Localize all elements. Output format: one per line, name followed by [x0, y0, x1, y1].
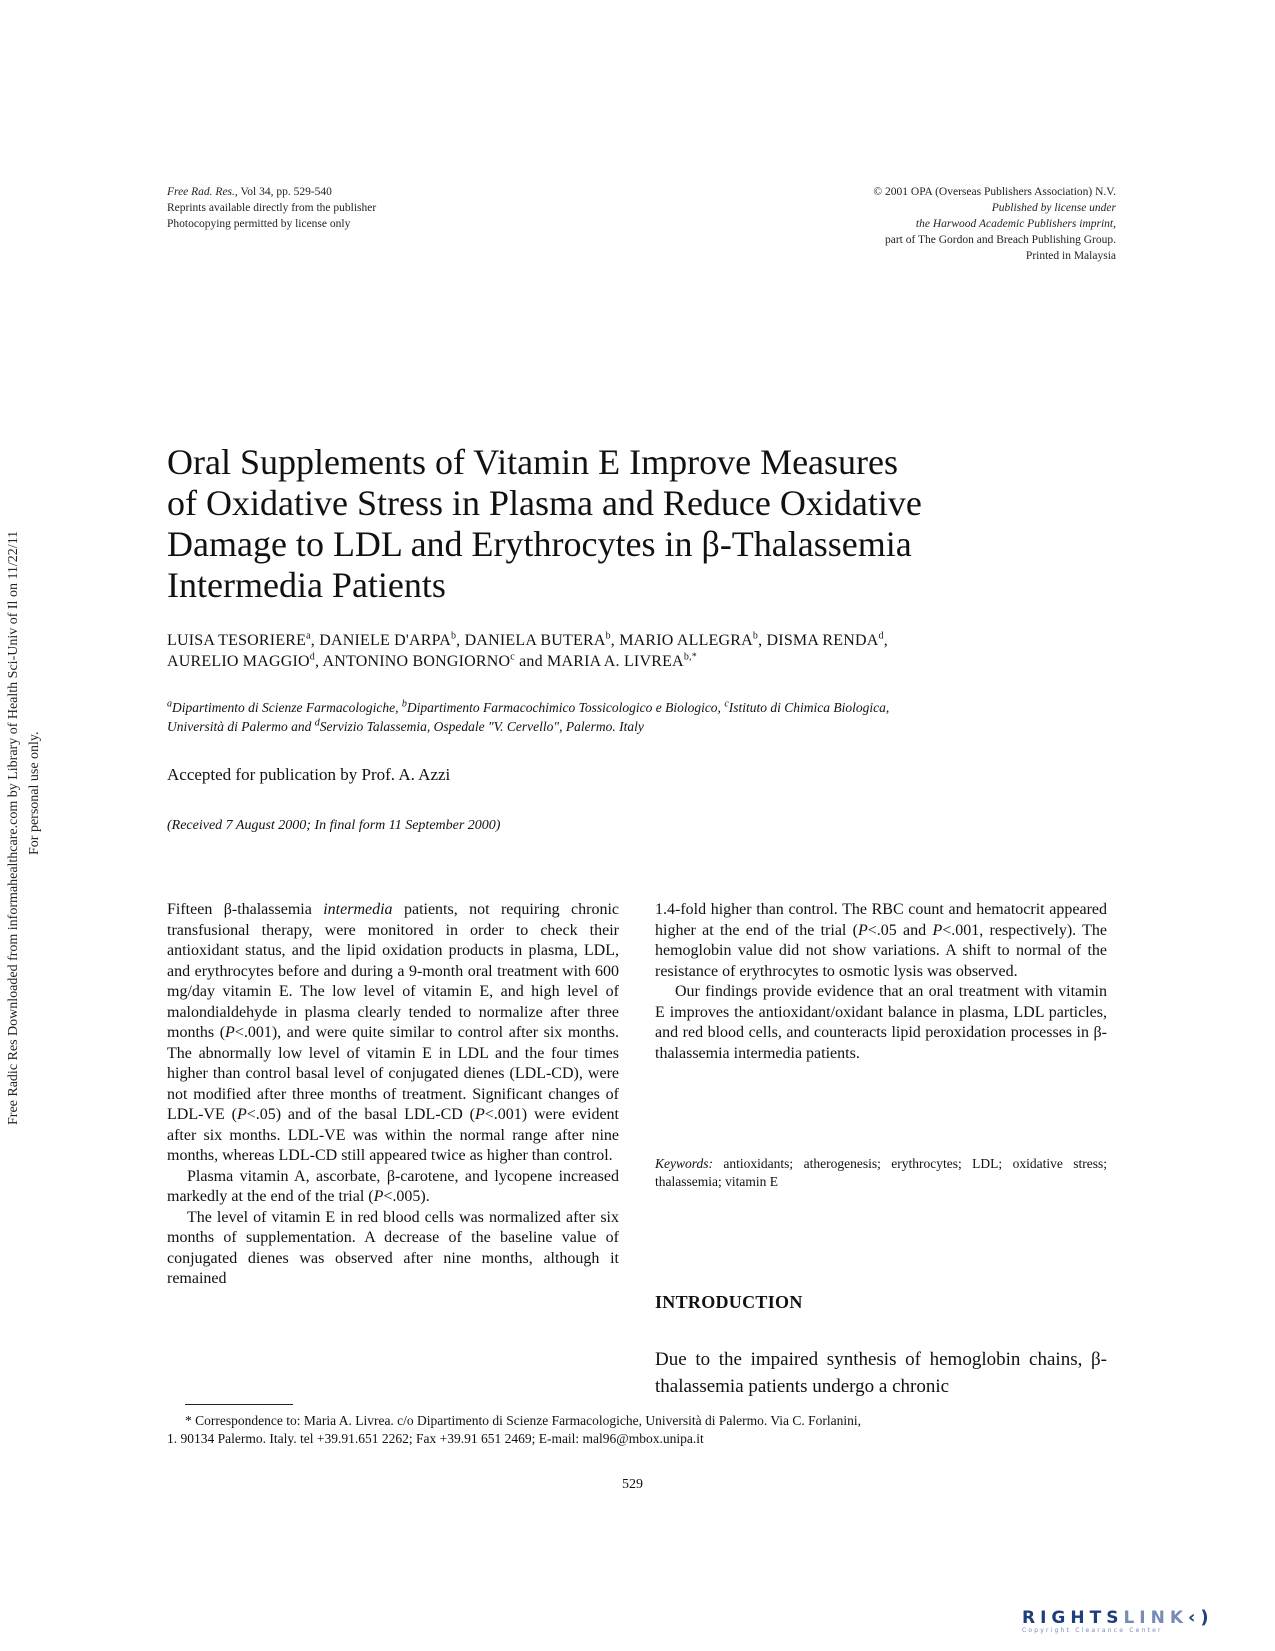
author: DANIELE D'ARPA	[319, 632, 451, 649]
publisher-info	[730, 184, 1116, 264]
author: ANTONINO BONGIORNO	[322, 653, 511, 670]
page-number: 529	[622, 1477, 643, 1492]
received-dates: (Received 7 August 2000; In final form 11 September 2000)	[167, 818, 501, 833]
title-line: of Oxidative Stress in Plasma and Reduce Oxidative	[167, 483, 922, 523]
abstract-column-left	[167, 900, 619, 1290]
introduction-text: Due to the impaired synthesis of hemoglobin chains, β-thalassemia patients undergo a chronic	[655, 1349, 1107, 1397]
abstract-column-right	[655, 900, 1107, 1064]
affiliation-line: Università di Palermo and $^d$Servizio Talassemia, Ospedale "V. Cervello", Palermo. Italy	[167, 717, 644, 734]
abstract-paragraph: Fifteen β-thalassemia intermedia patients, not requiring chronic transfusional therapy, were monitored in order to check their antioxidant status, and the lipid oxidation products in plasma, LDL, and erythrocytes before and during a 9-month oral treatment with 600 mg/day vitamin E. The low level of vitamin E, and high level of malondialdehyde in plasma clearly tended to normalize after three months (P<.001), and were quite similar to control after six months. The abnormally low level of vitamin E in LDL and the four times higher than control basal level of conjugated dienes (LDL-CD), were not modified after three months of treatment. Significant changes of LDL-VE (P<.05) and of the basal LDL-CD (P<.001) were evident after six months. LDL-VE was within the normal range after nine months, whereas LDL-CD still appeared twice as higher than control.	[167, 901, 620, 1164]
footnote-line: * Correspondence to: Maria A. Livrea. c/o Dipartimento di Scienze Farmacologiche, Università di Palermo. Via C. Forlanini,	[185, 1413, 862, 1428]
publisher-line: Printed in Malaysia	[1025, 250, 1116, 262]
affiliation-line: $^a$Dipartimento di Scienze Farmacologiche, $^b$Dipartimento Farmacochimico Tossicologico e Biologico, $^c$Istituto di Chimica Biologica,	[167, 698, 890, 715]
abstract-paragraph: The level of vitamin E in red blood cells was normalized after six months of supplementation. A decrease of the baseline value of conjugated dienes was observed after nine months, although it remained	[167, 1208, 619, 1287]
author: AURELIO MAGGIO	[167, 653, 310, 670]
keywords-label: Keywords:	[655, 1156, 713, 1171]
citation-line: Photocopying permitted by license only	[167, 218, 351, 230]
abstract-paragraph: 1.4-fold higher than control. The RBC count and hematocrit appeared higher at the end of the trial (P<.05 and P<.001, respectively). The hemoglobin value did not show variations. A shift to normal of the resistance of erythrocytes to osmotic lysis was observed.	[655, 901, 1108, 980]
title-line: Oral Supplements of Vitamin E Improve Measures	[167, 442, 899, 482]
citation-line: Free Rad. Res., Vol 34, pp. 529-540	[167, 186, 332, 198]
footnote-divider	[185, 1404, 293, 1405]
footnote-line: 1. 90134 Palermo. Italy. tel +39.91.651 2262; Fax +39.91 651 2469; E-mail: mal96@mbox.unipa.it	[167, 1431, 704, 1446]
author: LUISA TESORIERE	[167, 632, 307, 649]
watermark-line: Free Radic Res Downloaded from informahealthcare.com by Library of Health Sci-Univ of Il on 11/22/11	[6, 530, 21, 1125]
publisher-line: © 2001 OPA (Overseas Publishers Association) N.V.	[873, 186, 1116, 198]
section-heading-introduction: INTRODUCTION	[655, 1292, 803, 1312]
abstract-paragraph: Our findings provide evidence that an oral treatment with vitamin E improves the antioxidant/oxidant balance in plasma, LDL particles, and red blood cells, and counteracts lipid peroxidation processes in β-thalassemia intermedia patients.	[655, 983, 1107, 1062]
keywords-list: antioxidants; atherogenesis; erythrocytes; LDL; oxidative stress; thalassemia; vitamin E	[655, 1156, 1107, 1189]
author: MARIO ALLEGRA	[619, 632, 753, 649]
keywords	[655, 1155, 1107, 1191]
author: DANIELA BUTERA	[464, 632, 606, 649]
author: DISMA RENDA	[766, 632, 879, 649]
affiliations	[167, 698, 1097, 736]
article-title	[167, 442, 1067, 606]
accepted-note: Accepted for publication by Prof. A. Azzi	[167, 765, 451, 784]
title-line: Damage to LDL and Erythrocytes in β-Thalassemia	[167, 524, 912, 564]
publisher-line: Published by license under	[991, 202, 1116, 214]
abstract-paragraph: Plasma vitamin A, ascorbate, β-carotene, and lycopene increased markedly at the end of the trial (P<.005).	[167, 1167, 619, 1205]
publisher-line: the Harwood Academic Publishers imprint,	[915, 218, 1116, 230]
publisher-line: part of The Gordon and Breach Publishing Group.	[884, 234, 1116, 246]
title-line: Intermedia Patients	[167, 565, 446, 605]
watermark-line: For personal use only.	[27, 731, 42, 855]
rightslink-arrow-icon: ‹)	[1188, 1607, 1214, 1628]
citation-line: Reprints available directly from the publisher	[167, 202, 377, 214]
journal-citation	[167, 184, 567, 232]
rightslink-logo[interactable]: RIGHTSLINK‹) Copyright Clearance Center	[1022, 1607, 1252, 1634]
author-list: LUISA TESORIERE$^a$, DANIELE D'ARPA$^b$, DANIELA BUTERA$^b$, MARIO ALLEGRA$^b$, DISMA RENDA$^d$, AURELIO MAGGIO$^d$, ANTONINO BONGIORNO$^c$ and MARIA A. $LIVREA^{b,*}$	[167, 630, 888, 670]
logo-tagline: Copyright Clearance Center	[1022, 1627, 1163, 1634]
author: MARIA A. LIVREA	[547, 653, 684, 670]
correspondence-footnote	[167, 1412, 1107, 1448]
